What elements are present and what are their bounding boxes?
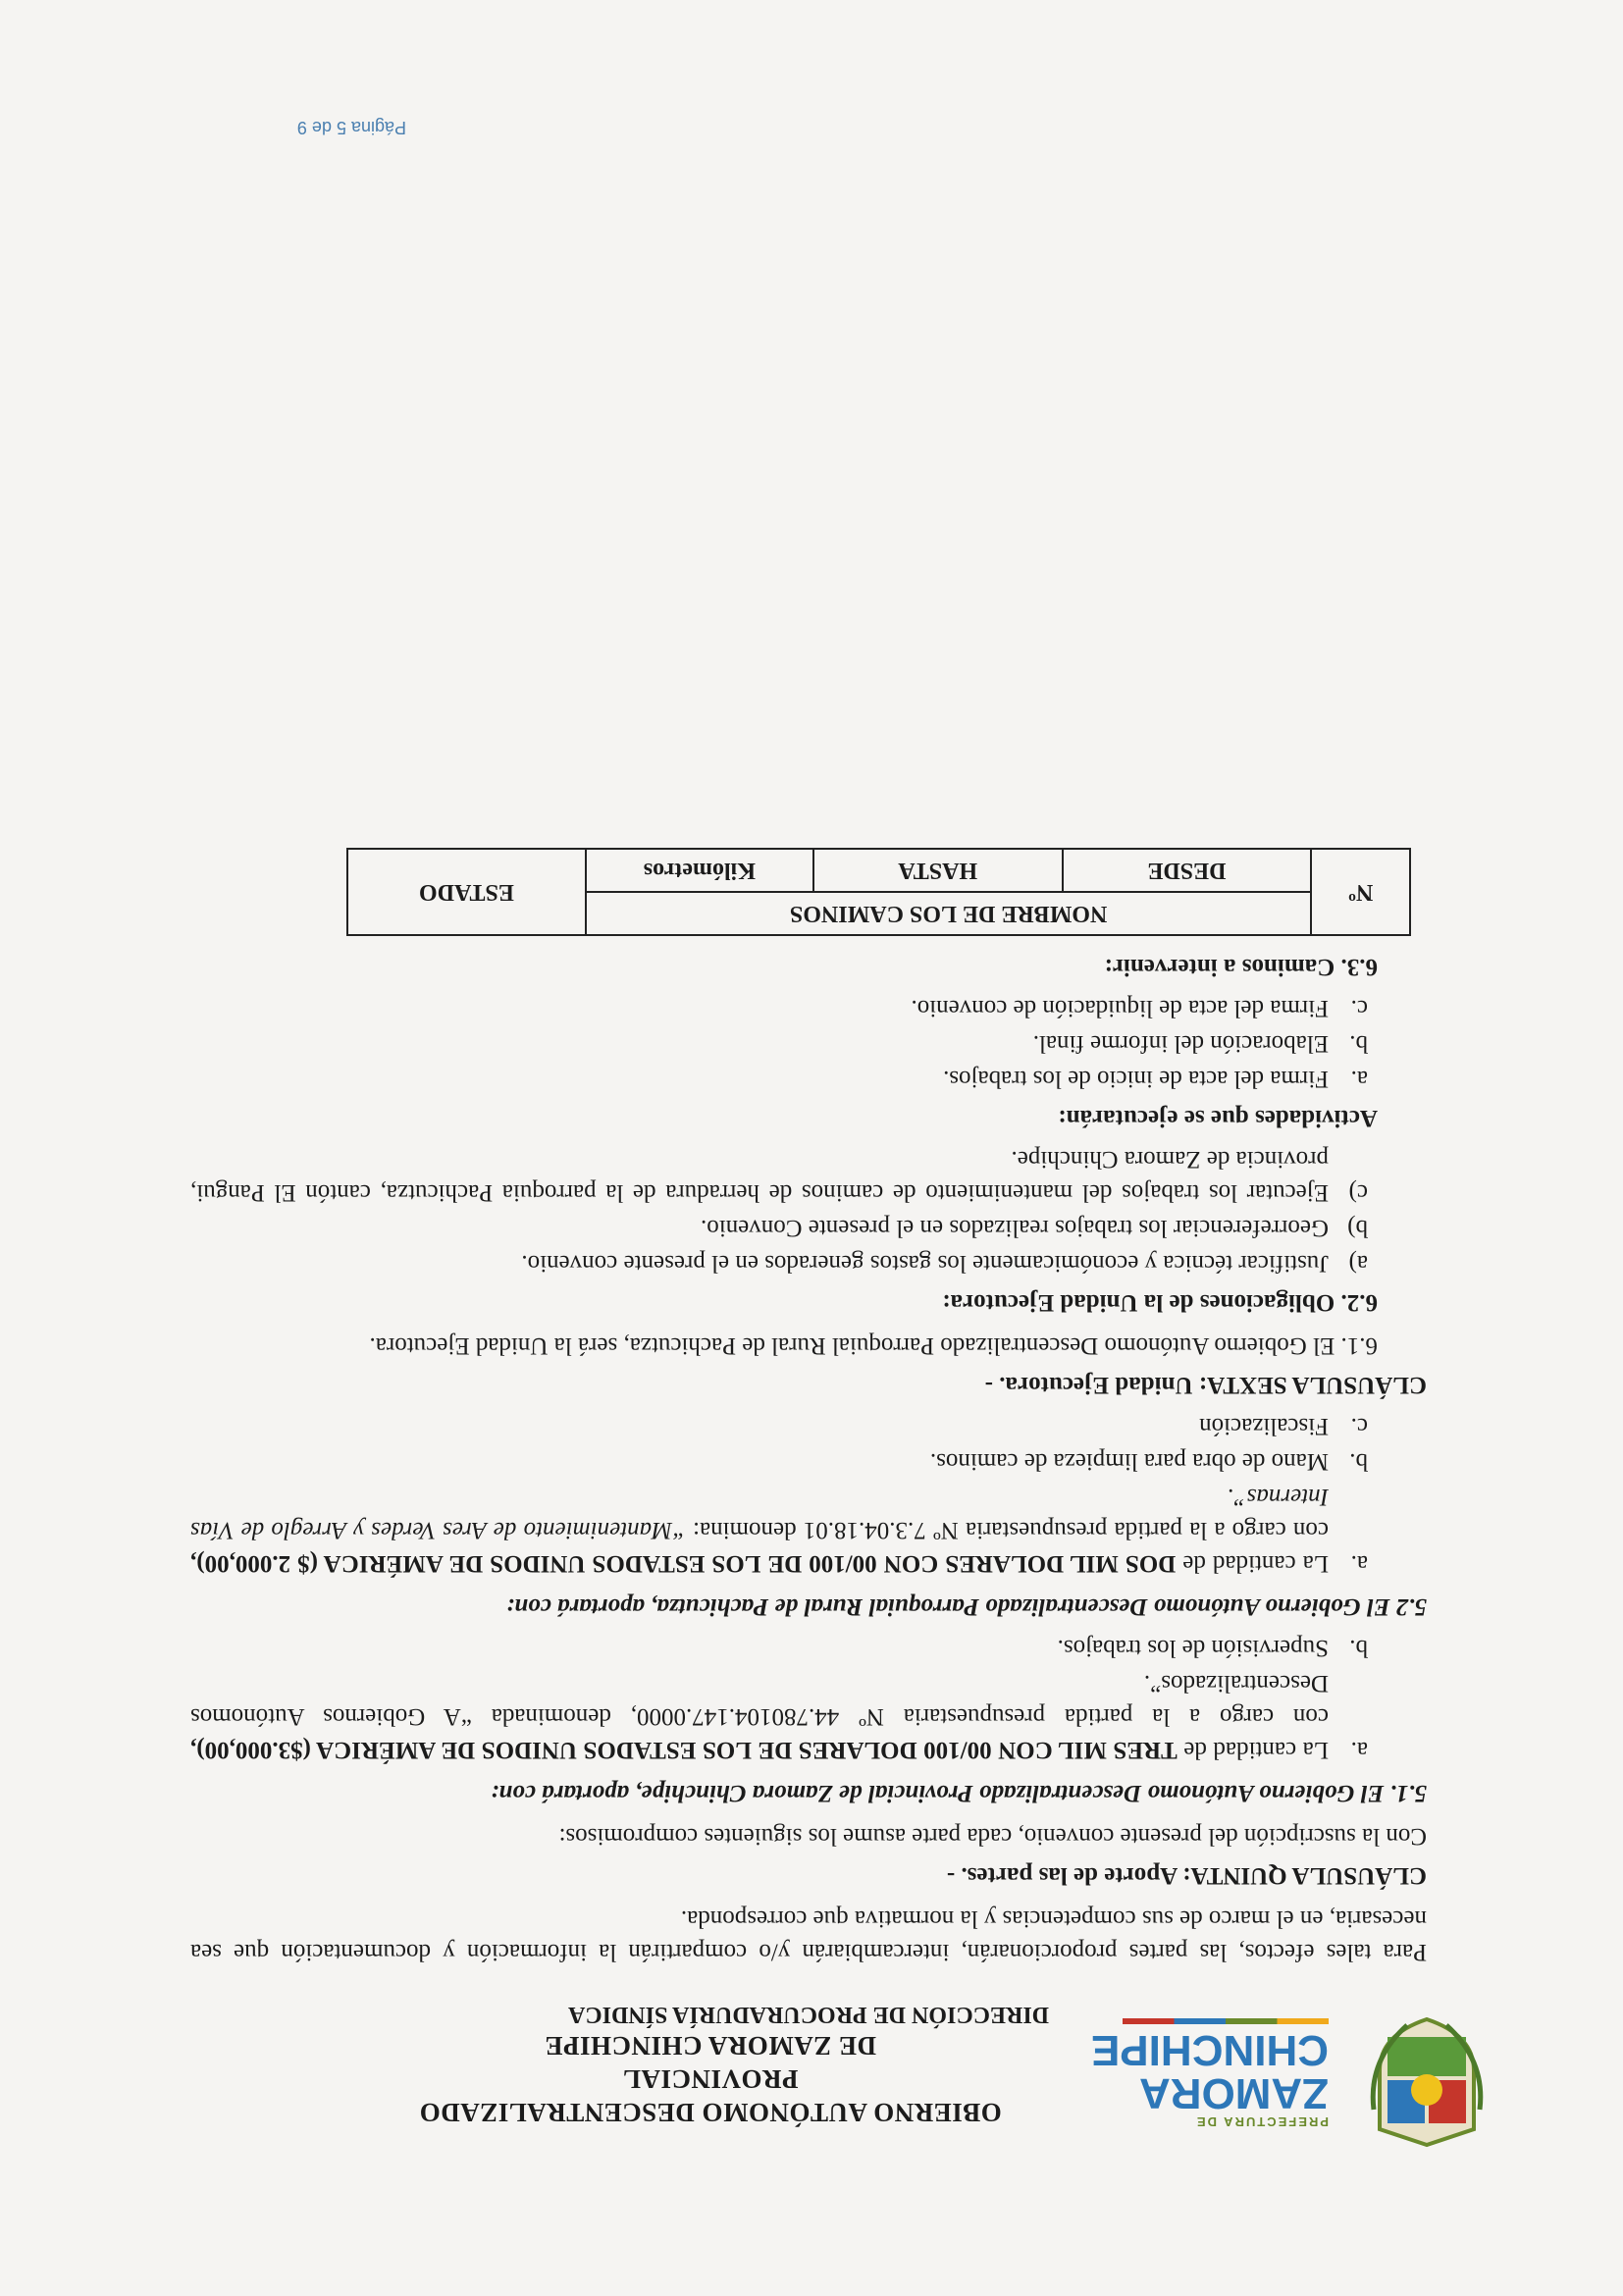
list-marker: a.: [1350, 1737, 1368, 1763]
organization-name: [347, 2029, 1073, 2129]
section-6-3-title: 6.3. Caminos a intervenir:: [1104, 954, 1378, 980]
column-header-status: ESTADO: [347, 849, 586, 935]
brand-line-1: ZAMORA: [1138, 2069, 1329, 2117]
list-item: a. Firma del acta de inicio de los trabajos.: [190, 1062, 1427, 1095]
brand-small-text: PREFECTURA DE: [1194, 2114, 1329, 2129]
section-5-1-title: 5.1. El Gobierno Autónomo Descentralizado Provincial de Zamora Chinchipe, aportará con:: [491, 1780, 1427, 1806]
list-item: a) Justificar técnica y económicamente los gastos generados en el presente convenio.: [190, 1246, 1427, 1279]
list-marker: b): [1347, 1215, 1368, 1241]
section-6-1: 6.1. El Gobierno Autónomo Descentralizado Parroquial Rural de Pachicutza, será la Unidad Ejecutora.: [369, 1332, 1378, 1359]
intro-paragraph: Para tales efectos, las partes proporcionarán, intercambiarán y/o compartirán la información y documentación que sea necesaria, en el marco de sus competencias y la normativa que corresponda.: [190, 1905, 1427, 1965]
list-item: b) Georreferenciar los trabajos realizados en el presente Convenio.: [190, 1211, 1427, 1244]
list-marker: a): [1348, 1250, 1368, 1277]
amount-text: TRES MIL CON 00/100 DOLARES DE LOS ESTADOS UNIDOS DE AMÉRICA ($3.000,00),: [190, 1737, 1178, 1763]
clause-5-lead: Con la suscripción del presente convenio, cada parte asume los siguientes compromisos:: [558, 1823, 1427, 1850]
list-marker: b.: [1349, 1448, 1368, 1475]
org-line-1: OBIERNO AUTÓNOMO DESCENTRALIZADO PROVINCIAL: [419, 2064, 1002, 2127]
provincial-crest-icon: [1368, 2015, 1486, 2149]
list-marker: b.: [1349, 1030, 1368, 1057]
column-header-road-name: NOMBRE DE LOS CAMINOS: [586, 892, 1311, 935]
table-header-row: [347, 892, 1410, 935]
list-marker: c.: [1350, 995, 1368, 1021]
list-item: b. Mano de obra para limpieza de caminos.: [190, 1444, 1427, 1478]
amount-text: DOS MIL DOLARES CON 00/100 DE LOS ESTADOS UNIDOS DE AMÉRICA ($ 2.000,00),: [190, 1550, 1177, 1577]
org-line-2: DE ZAMORA CHINCHIPE: [544, 2031, 877, 2061]
section-6-2-list: [190, 1142, 1427, 1279]
clause-5-title: CLÁUSULA QUINTA: Aporte de las partes. -: [946, 1862, 1427, 1889]
list-item: b. Supervisión de los trabajos.: [190, 1631, 1427, 1664]
activities-list: [190, 991, 1427, 1095]
list-marker: c): [1348, 1179, 1368, 1206]
list-marker: a.: [1350, 1066, 1368, 1092]
list-marker: b.: [1349, 1635, 1368, 1661]
section-6-2-title: 6.2. Obligaciones de la Unidad Ejecutora:: [942, 1289, 1378, 1316]
list-marker: a.: [1350, 1550, 1368, 1577]
activities-title: Actividades que se ejecutarán:: [1058, 1105, 1378, 1131]
clause-6-title: CLÁUSULA SEXTA: Unidad Ejecutora. -: [984, 1372, 1427, 1398]
document-body: [190, 848, 1427, 2031]
list-item: c) Ejecutar los trabajos del mantenimiento de caminos de herradura de la parroquia Pachicutza, cantón El Pangui, provincia de Zamora Chinchipe.: [190, 1142, 1427, 1209]
section-5-2-list: [190, 1409, 1427, 1580]
list-item: c. Firma del acta de liquidación de convenio.: [190, 991, 1427, 1024]
list-item: c. Fiscalización: [190, 1409, 1427, 1442]
roads-table: [346, 848, 1411, 936]
column-header-number: Nº: [1311, 849, 1410, 935]
list-item: b. Elaboración del informe final.: [190, 1026, 1427, 1060]
list-marker: c.: [1350, 1413, 1368, 1439]
page-number: Página 5 de 9: [296, 118, 406, 137]
department-title: DIRECCIÓN DE PROCURADURÍA SÍNDICA: [567, 2002, 1050, 2027]
column-header-to: HASTA: [813, 849, 1063, 892]
column-header-from: DESDE: [1063, 849, 1312, 892]
column-header-kilometers: Kilómetros: [586, 849, 813, 892]
list-item: a. La cantidad de DOS MIL DOLARES CON 00/100 DE LOS ESTADOS UNIDOS DE AMÉRICA ($ 2.000,00), con cargo a la partida presupuestaria Nº 7.3.04.18.01 denomina: “Mantenimiento de Ares Verdes y Arreglo de Vías Internas”.: [190, 1480, 1427, 1580]
prefecture-brand-logo: [1073, 2018, 1329, 2129]
section-5-2-title: 5.2 El Gobierno Autónomo Descentralizado Parroquial Rural de Pachicutza, aportará con:: [505, 1593, 1427, 1620]
section-5-1-list: [190, 1631, 1427, 1766]
brand-line-2: CHINCHIPE: [1090, 2026, 1329, 2074]
list-item: a. La cantidad de TRES MIL CON 00/100 DOLARES DE LOS ESTADOS UNIDOS DE AMÉRICA ($3.000,00), con cargo a la partida presupuestaria Nº 44.780104.147.0000, denominada “A Gobiernos Autónomos Descentralizados”.: [190, 1666, 1427, 1766]
